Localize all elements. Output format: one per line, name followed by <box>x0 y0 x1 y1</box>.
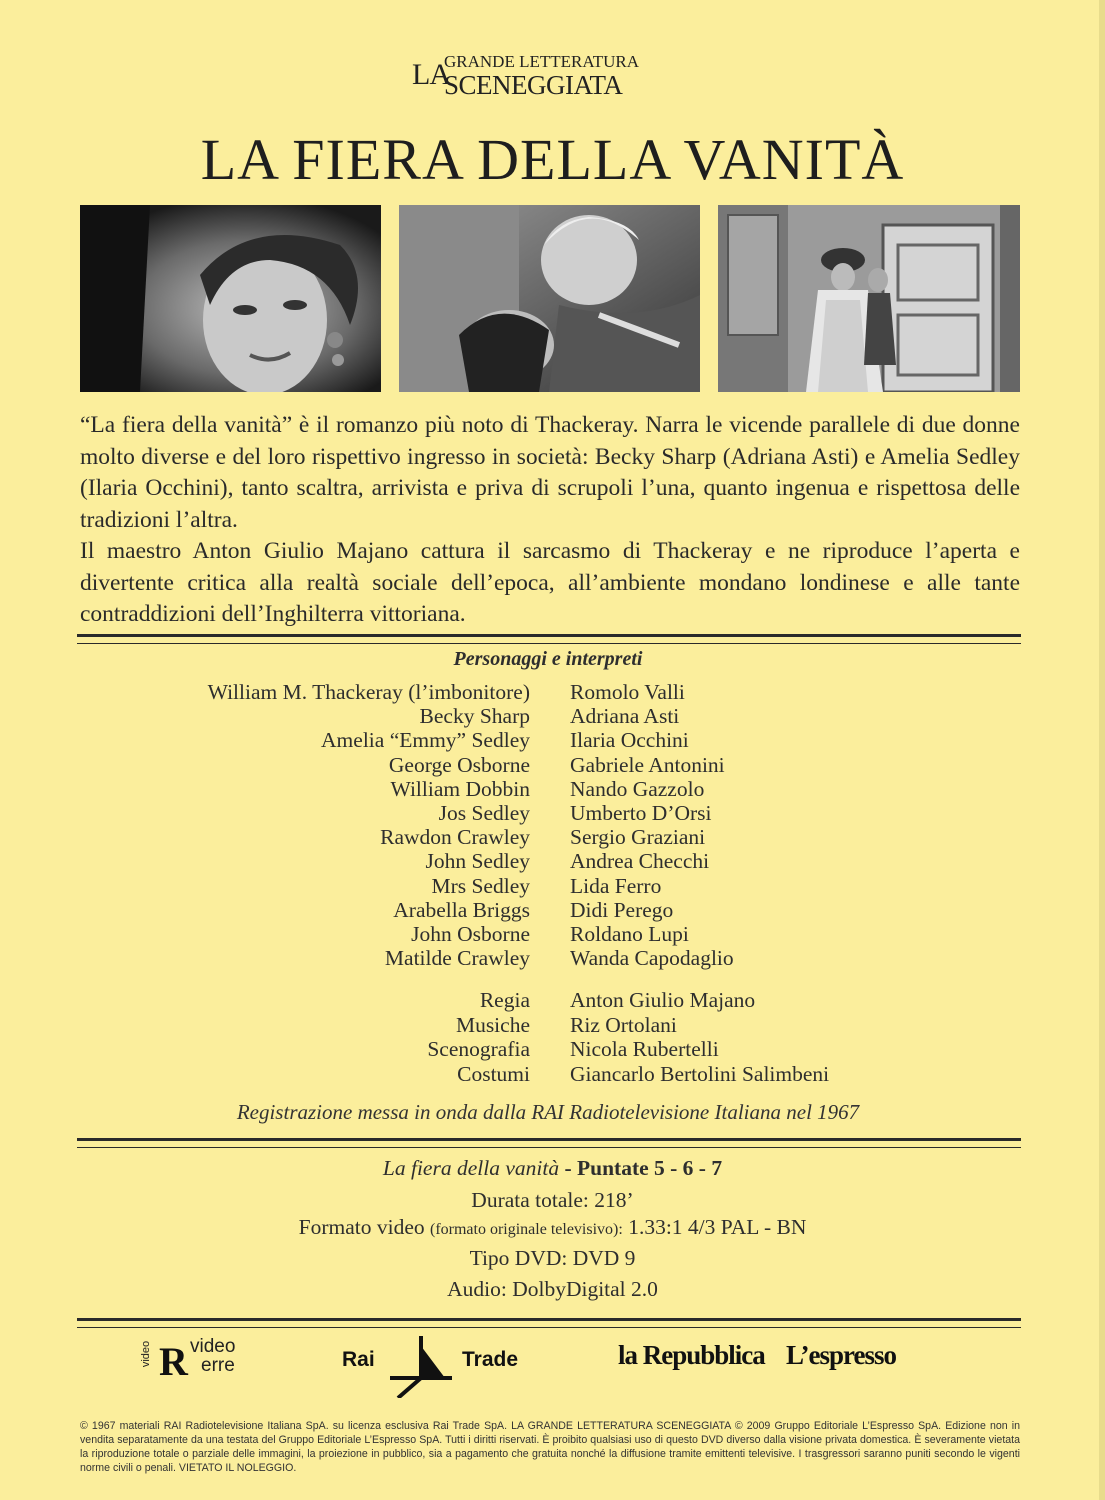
cast-role: William Dobbin <box>390 776 530 801</box>
still-couple-scene <box>399 205 700 392</box>
cast-row <box>0 825 1105 849</box>
still-woman-closeup <box>80 205 381 392</box>
video-erre-logo <box>135 1336 260 1384</box>
format-label: Formato video <box>298 1215 425 1239</box>
r-mark-icon: R <box>159 1339 188 1384</box>
synopsis-paragraph: “La fiera della vanità” è il romanzo più noto di Thackeray. Narra le vicende parallele di due donne molto diverse e del loro rispettivo ingresso in società: Becky Sharp (Adriana Asti) e Amelia Sedley (Ilaria Occhini), tanto scaltra, arrivista e priva di scrupoli l’una, quanto ingenua e rispettosa delle tradizioni l’altra. <box>80 412 1020 533</box>
broadcast-note: Registrazione messa in onda dalla RAI Radiotelevisione Italiana nel 1967 <box>236 1100 860 1124</box>
synopsis-paragraph: Il maestro Anton Giulio Majano cattura il sarcasmo di Thackeray e ne riproduce l’aperta e divertente critica alla realtà sociale dell’epoca, all’ambiente mondano londinese e alle tante contraddizioni dell’Inghilterra vittoriana. <box>80 538 1020 627</box>
episode-line <box>0 1156 1105 1181</box>
cast-role: Rawdon Crawley <box>380 825 530 850</box>
cast-actor: Nando Gazzolo <box>570 776 705 801</box>
legal-notice: © 1967 materiali RAI Radiotelevisione Italiana SpA. su licenza esclusiva Rai Trade SpA. LA GRANDE LETTERATURA SCENEGGIATA © 2009 Gruppo Editoriale L’Espresso SpA. Edizione non in vendita separatamente da una testata del Gruppo Editoriale L’Espresso SpA. Tutti i diritti riservati. È proibito qualsiasi uso di questo DVD diverso dalla visione privata domestica. È severamente vietata la riproduzione totale o parziale delle immagini, la proiezione in pubblico, sia a pagamento che gratuita nonché la diffusione tramite emittenti televisive. I trasgressori saranno puniti secondo le vigenti norme civili o penali. VIETATO IL NOLEGGIO. <box>80 1420 1020 1474</box>
crew-row <box>0 988 1105 1012</box>
cast-role: William M. Thackeray (l’imbonitore) <box>207 680 530 704</box>
cast-actor: Adriana Asti <box>570 704 680 729</box>
cast-row <box>0 777 1105 801</box>
cast-actor: Didi Perego <box>570 897 674 922</box>
cast-role: Amelia “Emmy” Sedley <box>321 728 530 753</box>
cast-role: Becky Sharp <box>419 704 530 729</box>
cast-actor: Sergio Graziani <box>570 825 706 850</box>
rai-text: Rai <box>342 1348 375 1371</box>
format-note: (formato originale televisivo): <box>429 1221 623 1238</box>
series-logo-la: LA <box>412 58 450 91</box>
cast-role: Jos Sedley <box>438 801 530 825</box>
cast-actor: Romolo Valli <box>570 680 685 704</box>
crew-role: Scenografia <box>427 1037 530 1061</box>
dvd-type: Tipo DVD: DVD 9 <box>469 1246 636 1270</box>
divider <box>77 1318 1021 1328</box>
format-value: 1.33:1 4/3 PAL - BN <box>628 1215 807 1239</box>
program-title: La fiera della vanità <box>382 1156 560 1180</box>
cast-role: Matilde Crawley <box>384 946 530 971</box>
cast-actor: Andrea Checchi <box>570 849 710 874</box>
cast-row <box>0 801 1105 825</box>
cast-role: Arabella Briggs <box>393 897 530 922</box>
crew-row <box>0 1013 1105 1037</box>
cast-actor: Ilaria Occhini <box>570 728 689 753</box>
crew-row <box>0 1037 1105 1061</box>
cast-actor: Roldano Lupi <box>570 922 689 946</box>
synopsis <box>80 410 1020 631</box>
crew-role: Musiche <box>455 1012 530 1037</box>
rai-trade-logo <box>340 1336 540 1398</box>
video-side-text: video <box>140 1340 153 1368</box>
la-repubblica-logo: la Repubblica <box>618 1340 765 1370</box>
cast-row <box>0 898 1105 922</box>
audio-format: Audio: DolbyDigital 2.0 <box>447 1277 658 1301</box>
video-bottom-text: erre <box>201 1355 235 1376</box>
cast-actor: Wanda Capodaglio <box>570 946 734 971</box>
cast-actor: Gabriele Antonini <box>570 752 725 777</box>
cast-row <box>0 946 1105 970</box>
divider <box>77 634 1021 644</box>
cast-row <box>0 728 1105 752</box>
still-doorway-scene <box>718 205 1020 392</box>
crew-role: Regia <box>479 988 530 1012</box>
crew-row <box>0 1062 1105 1086</box>
crew-person: Riz Ortolani <box>570 1012 677 1037</box>
series-logo-line2: SCENEGGIATA <box>444 70 623 100</box>
crew-person: Anton Giulio Majano <box>570 988 756 1012</box>
rai-trade-mark-icon <box>390 1336 452 1398</box>
cast-row <box>0 849 1105 873</box>
cast-role: John Sedley <box>425 849 530 874</box>
video-top-text: video <box>190 1336 236 1357</box>
episodes: - Puntate 5 - 6 - 7 <box>564 1156 723 1180</box>
crew-role: Costumi <box>457 1061 530 1086</box>
cast-role: Mrs Sedley <box>431 873 530 898</box>
crew-person: Nicola Rubertelli <box>570 1037 719 1061</box>
page-title: LA FIERA DELLA VANITÀ <box>200 127 905 192</box>
cast-heading: Personaggi e interpreti <box>453 648 643 670</box>
cast-actor: Umberto D’Orsi <box>570 801 712 825</box>
cast-row <box>0 704 1105 728</box>
cast-actor: Lida Ferro <box>570 873 662 898</box>
trade-text: Trade <box>462 1348 519 1371</box>
duration: Durata totale: 218’ <box>471 1188 634 1212</box>
divider <box>77 1138 1021 1148</box>
cast-role: George Osborne <box>388 752 530 777</box>
cast-role: John Osborne <box>411 922 530 946</box>
cast-row <box>0 680 1105 704</box>
crew-person: Giancarlo Bertolini Salimbeni <box>570 1061 830 1086</box>
cast-row <box>0 874 1105 898</box>
cast-row <box>0 753 1105 777</box>
video-format <box>0 1215 1105 1240</box>
series-logo-line1: GRANDE LETTERATURA <box>444 52 640 71</box>
cast-row <box>0 922 1105 946</box>
lespresso-logo: L’espresso <box>786 1340 897 1370</box>
series-logo <box>412 52 672 102</box>
